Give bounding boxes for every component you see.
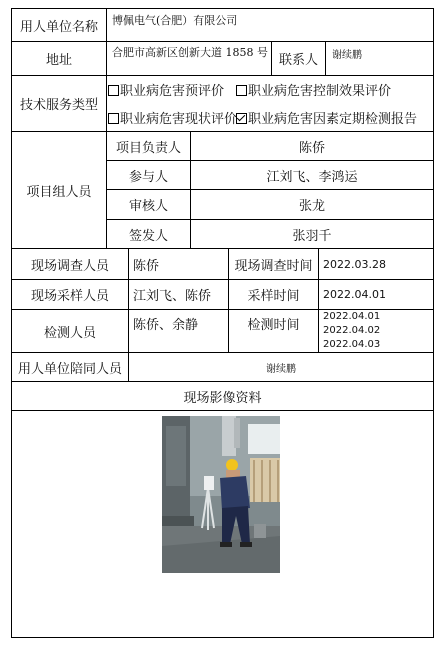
option-status-assessment[interactable] [108,108,237,127]
employer-value: 博佩电气(合肥）有限公司 [112,14,238,27]
team-names: 张龙 [298,199,325,214]
sampling-time-value: 2022.04.01 [323,288,386,301]
team-role: 项目负责人 [115,140,181,156]
site-photo-label: 现场影像资料 [183,390,262,406]
site-photo [162,416,280,573]
escort-label: 用人单位陪同人员 [17,361,122,377]
checkbox-icon[interactable] [236,85,247,96]
address-value: 合肥市高新区创新大道 1858 号 [112,46,268,59]
team-label: 项目组人员 [26,184,92,200]
testing-date: 2022.04.02 [323,325,381,336]
option-control-effect[interactable] [236,80,391,99]
escort-value: 谢续鹏 [266,363,296,375]
sampling-time-label: 采样时间 [247,289,300,304]
testing-time-label: 检测时间 [247,318,300,333]
contact-value: 谢续鹏 [332,50,362,61]
survey-time-value: 2022.03.28 [323,257,386,271]
testing-date: 2022.04.03 [323,339,381,350]
team-names: 张羽千 [292,228,332,244]
testing-date: 2022.04.01 [323,311,381,322]
team-role: 参与人 [128,169,168,185]
checkbox-checked-icon[interactable] [236,113,247,124]
option-label: 职业病危害因素定期检测报告 [248,112,418,127]
option-label: 职业病危害预评价 [120,84,225,99]
testing-dates [323,310,380,352]
sampling-staff-value: 江刘飞、陈侨 [133,289,212,304]
team-role: 签发人 [128,228,168,244]
survey-staff-label: 现场调查人员 [30,258,109,274]
checkbox-icon[interactable] [108,113,119,124]
option-label: 职业病危害控制效果评价 [248,84,392,99]
option-label: 职业病危害现状评价 [120,112,238,127]
address-label: 地址 [45,53,72,68]
survey-staff-value: 陈侨 [133,258,160,274]
checkbox-icon[interactable] [108,85,119,96]
testing-staff-label: 检测人员 [43,325,96,341]
option-periodic-testing[interactable] [236,108,417,127]
team-names: 江刘飞、李鸿运 [266,169,358,185]
team-names: 陈侨 [298,140,325,156]
testing-staff-value: 陈侨、余静 [133,318,199,333]
option-pre-assessment[interactable] [108,80,224,99]
team-role: 审核人 [128,199,168,214]
survey-time-label: 现场调查时间 [234,258,313,274]
service-type-label: 技术服务类型 [19,98,98,113]
sampling-staff-label: 现场采样人员 [30,289,109,304]
contact-label: 联系人 [278,53,318,68]
employer-label: 用人单位名称 [19,19,98,35]
